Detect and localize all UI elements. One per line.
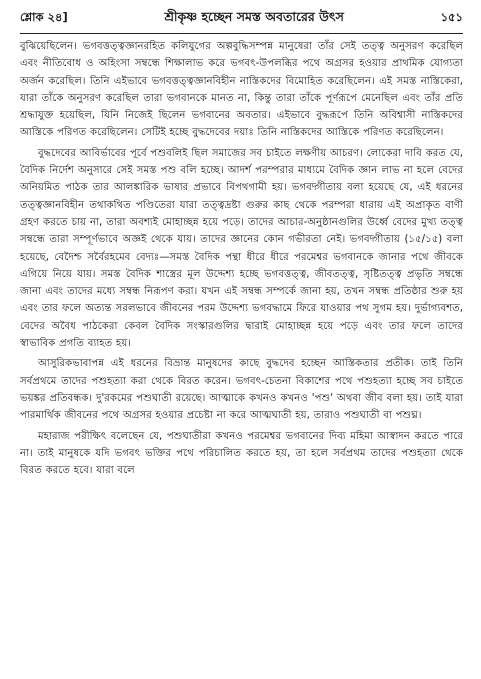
paragraph-2: বুদ্ধদেবের আবির্ভাবের পূর্বে পশুবলিই ছিল সমাজের সব চাইতে লক্ষণীয় আচরণ। লোকেরা দাবি করত যে, বৈদিক নির্দেশ অনুসারে সেই সমস্ত পশু বলি হচ্ছে। আদর্শ পরম্পরার মাধ্যমে বৈদিক জ্ঞান লাভ না হলে বেদের অনিয়মিত পাঠক তার আলঙ্কারিক ভাষার প্রভাবে বিপথগামী হয়। ভগবদ্গীতায় বলা হয়েছে যে, এই ধরনের তত্ত্বজ্ঞানবিহীন তথাকথিত পণ্ডিতেরা যারা তত্ত্বদ্রষ্টা গুরুর কাছ থেকে পরম্পরা ধারায় এই অপ্রাকৃত বাণী গ্রহণ করতে চায় না, তারা অবশ্যই মোহাচ্ছন্ন হয়ে পড়ে। তাদের আচার-অনুষ্ঠানগুলির উর্ধ্বে বেদের মুখ্য তত্ত্ব সম্বন্ধে তারা সম্পূর্ণভাবে অজ্ঞই থেকে যায়। তাদের জ্ঞানের কোন গভীরতা নেই। ভগবদ্গীতায় (১৫/১৫) বলা হয়েছে, বেদৈশ্চ সর্বৈরহমেব বেদ্যঃ—সমস্ত বৈদিক পন্থা ধীরে ধীরে পরমেশ্বর ভগবানকে জানার পথে জীবকে এগিয়ে নিয়ে যায়। সমস্ত বৈদিক শাস্ত্রের মূল উদ্দেশ্য হচ্ছে ভগবত্তত্ত্ব, জীবতত্ত্ব, সৃষ্টিতত্ত্ব প্রভৃতি সম্বন্ধে জানা এবং তাদের মধ্যে সম্বন্ধ নিরূপণ করা। যখন এই সম্বন্ধ সম্পর্কে জানা হয়, তখন সম্বন্ধ প্রতিষ্ঠার শুরু হয় এবং তার ফলে অত্যন্ত সরলভাবে জীবনের পরম উদ্দেশ্য ভগবদ্ধামে ফিরে যাওয়ার পথ সুগম হয়। দুর্ভাগ্যবশত, বেদের অবৈধ পাঠকেরা কেবল বৈদিক সংস্কারগুলির দ্বারাই মোহাচ্ছন্ন হয়ে পড়ে এবং তার ফলে তাদের স্বাভাবিক প্রগতি ব্যাহত হয়। [20,147,463,350]
paragraph-4: মহারাজ পরীক্ষিৎ বলেছেন যে, পশুঘাতীরা কখনও পরমেশ্বর ভগবানের দিব্য মহিমা আস্বাদন করতে পারে না। তাই মানুষকে যদি ভগবৎ ভক্তির পথে পরিচালিত করতে হয়, তা হলে সর্বপ্রথম তাদের পশুহত্যা থেকে বিরত করতে হবে। যারা বলে [20,430,463,477]
paragraph-3: আসুরিকভাবাপন্ন এই ধরনের বিভ্রান্ত মানুষদের কাছে বুদ্ধদেব হচ্ছেন আস্তিকতার প্রতীক। তাই তিনি সর্বপ্রথমে তাদের পশুহত্যা করা থেকে বিরত করেন। ভগবৎ-চেতনা বিকাশের পথে পশুহত্যা হচ্ছে সব চাইতে ভয়ঙ্কর প্রতিবন্ধক। দু'রকমের পশুঘাতী রয়েছে। আত্মাকে কখনও কখনও 'পশু' অথবা জীব বলা হয়। তাই যারা পারমার্থিক জীবনের পথে অগ্রসর হওয়ার প্রচেষ্টা না করে আত্মঘাতী হয়, তারাও পশুঘাতী বা পশুঘ্ন। [20,358,463,422]
running-header [20,9,463,33]
chapter-title: শ্রীকৃষ্ণ হচ্ছেন সমস্ত অবতারের উৎস [164,9,344,24]
page-body [20,38,463,479]
verse-reference: শ্লোক ২৪] [20,10,68,24]
paragraph-1: বুঝিয়েছিলেন। ভগবত্তত্ত্বজ্ঞানরহিত কলিযুগের অল্পবুদ্ধিসম্পন্ন মানুষেরা তাঁর সেই তত্ত্ব অনুসরণ করেছিল এবং নীতিবোধ ও অহিংসা সম্বন্ধে শিক্ষালাভ করে ভগবৎ-উপলব্ধির পথে অগ্রসর হওয়ার প্রাথমিক যোগ্যতা অর্জন করেছিল। তিনি এইভাবে ভগবত্তত্ত্বজ্ঞানবিহীন নাস্তিকদের বিমোহিত করেছিলেন। এই সমস্ত নাস্তিকেরা, যারা তাঁকে অনুসরণ করেছিল তারা ভগবানকে মানত না, কিন্তু তারা তাঁকে পূর্ণরূপে মেনেছিল এবং তাঁর প্রতি শ্রদ্ধাযুক্ত হয়েছিল, যিনি নিজেই ছিলেন ভগবানের অবতার। এইভাবে বুদ্ধরূপে তিনি অবিশ্বাসী নাস্তিকদের আস্তিকে পরিণত করেছিলেন। সেটিই হচ্ছে বুদ্ধদেবের দয়াঃ তিনি নাস্তিকদের আস্তিকে পরিণত করেছিলেন। [20,41,463,139]
page-number: ১৫১ [440,10,463,24]
header-divider [20,33,463,34]
